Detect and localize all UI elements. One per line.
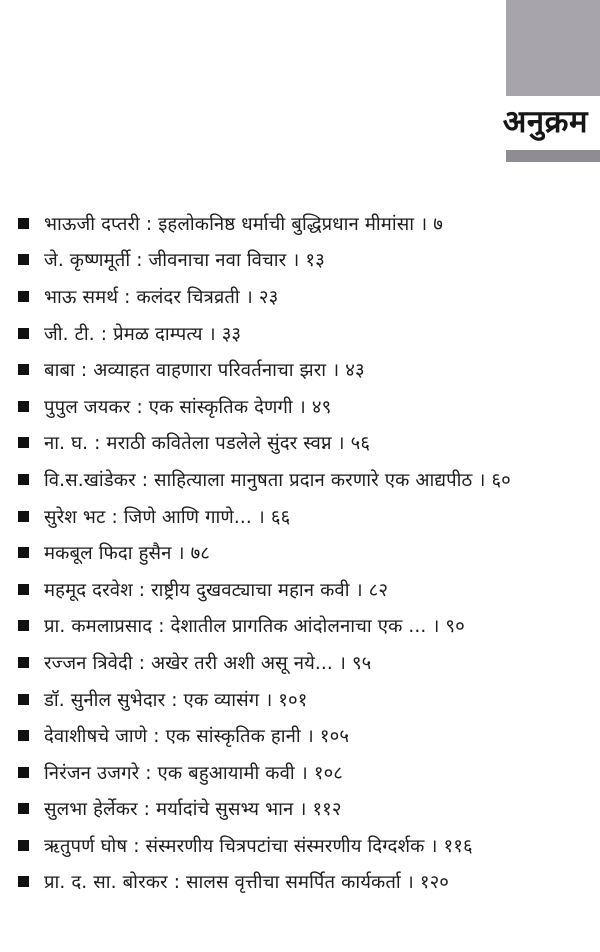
square-bullet-icon <box>18 803 29 814</box>
square-bullet-icon <box>18 767 29 778</box>
toc-entry-text: सुरेश भट : जिणे आणि गाणे... । ६६ <box>44 506 291 528</box>
square-bullet-icon <box>18 657 29 668</box>
toc-entry-text: महमूद दरवेश : राष्ट्रीय दुखवट्याचा महान कवी । ८२ <box>44 579 389 601</box>
toc-entry-text: रज्जन त्रिवेदी : अखेर तरी अशी असू नये... । ९५ <box>44 652 372 674</box>
page-title: अनुक्रम <box>502 104 588 140</box>
toc-entry <box>18 461 594 498</box>
toc-entry <box>18 791 594 828</box>
toc-entry <box>18 827 594 864</box>
square-bullet-icon <box>18 254 29 265</box>
toc-entry-text: ना. घ. : मराठी कवितेला पडलेले सुंदर स्वप्न । ५६ <box>44 433 371 455</box>
toc-entry <box>18 534 594 571</box>
toc-entry <box>18 498 594 535</box>
title-underline-bar <box>506 150 600 162</box>
toc-entry <box>18 351 594 388</box>
square-bullet-icon <box>18 364 29 375</box>
square-bullet-icon <box>18 840 29 851</box>
toc-entry-text: प्रा. द. सा. बोरकर : सालस वृत्तीचा समर्पित कार्यकर्ता । १२० <box>44 872 450 894</box>
toc-entry-text: बाबा : अव्याहत वाहणारा परिवर्तनाचा झरा । ४३ <box>44 360 365 382</box>
toc-entry <box>18 425 594 462</box>
square-bullet-icon <box>18 876 29 887</box>
square-bullet-icon <box>18 584 29 595</box>
toc-entry <box>18 571 594 608</box>
toc-entry <box>18 242 594 279</box>
toc-entry <box>18 315 594 352</box>
toc-entry-text: डॉ. सुनील सुभेदार : एक व्यासंग । १०१ <box>44 689 308 711</box>
toc-entry-text: निरंजन उजगरे : एक बहुआयामी कवी । १०८ <box>44 762 344 784</box>
toc-entry-text: भाऊजी दप्तरी : इहलोकनिष्ठ धर्माची बुद्धिप्रधान मीमांसा । ७ <box>44 213 443 235</box>
toc-entry-text: पुपुल जयकर : एक सांस्कृतिक देणगी । ४९ <box>44 396 332 418</box>
square-bullet-icon <box>18 620 29 631</box>
square-bullet-icon <box>18 437 29 448</box>
toc-entry <box>18 754 594 791</box>
toc-entry-text: जे. कृष्णमूर्ती : जीवनाचा नवा विचार । १३ <box>44 250 325 272</box>
square-bullet-icon <box>18 328 29 339</box>
toc-entry-text: मकबूल फिदा हुसैन । ७८ <box>44 543 211 565</box>
toc-entry-text: जी. टी. : प्रेमळ दाम्पत्य । ३३ <box>44 323 242 345</box>
toc-entry <box>18 205 594 242</box>
square-bullet-icon <box>18 474 29 485</box>
square-bullet-icon <box>18 511 29 522</box>
toc-entry <box>18 717 594 754</box>
toc-entry <box>18 681 594 718</box>
square-bullet-icon <box>18 291 29 302</box>
square-bullet-icon <box>18 730 29 741</box>
square-bullet-icon <box>18 218 29 229</box>
toc-entry <box>18 864 594 901</box>
square-bullet-icon <box>18 401 29 412</box>
corner-decor-block <box>506 0 600 96</box>
toc-entry-text: देवाशीषचे जाणे : एक सांस्कृतिक हानी । १०५ <box>44 726 350 748</box>
toc-entry-text: सुलभा हेर्लेकर : मर्यादांचे सुसभ्य भान । ११२ <box>44 799 342 821</box>
toc-entry-text: प्रा. कमलाप्रसाद : देशातील प्रागतिक आंदोलनाचा एक ... । ९० <box>44 616 465 638</box>
toc-entry <box>18 608 594 645</box>
toc-entry <box>18 644 594 681</box>
square-bullet-icon <box>18 547 29 558</box>
toc-entry-text: वि.स.खांडेकर : साहित्याला मानुषता प्रदान करणारे एक आद्यपीठ । ६० <box>44 469 511 491</box>
toc-entry-text: ऋतुपर्ण घोष : संस्मरणीय चित्रपटांचा संस्मरणीय दिग्दर्शक । ११६ <box>44 835 473 857</box>
toc-entry <box>18 278 594 315</box>
table-of-contents <box>18 205 594 900</box>
toc-entry-text: भाऊ समर्थ : कलंदर चित्रव्रती । २३ <box>44 286 279 308</box>
square-bullet-icon <box>18 694 29 705</box>
toc-entry <box>18 388 594 425</box>
